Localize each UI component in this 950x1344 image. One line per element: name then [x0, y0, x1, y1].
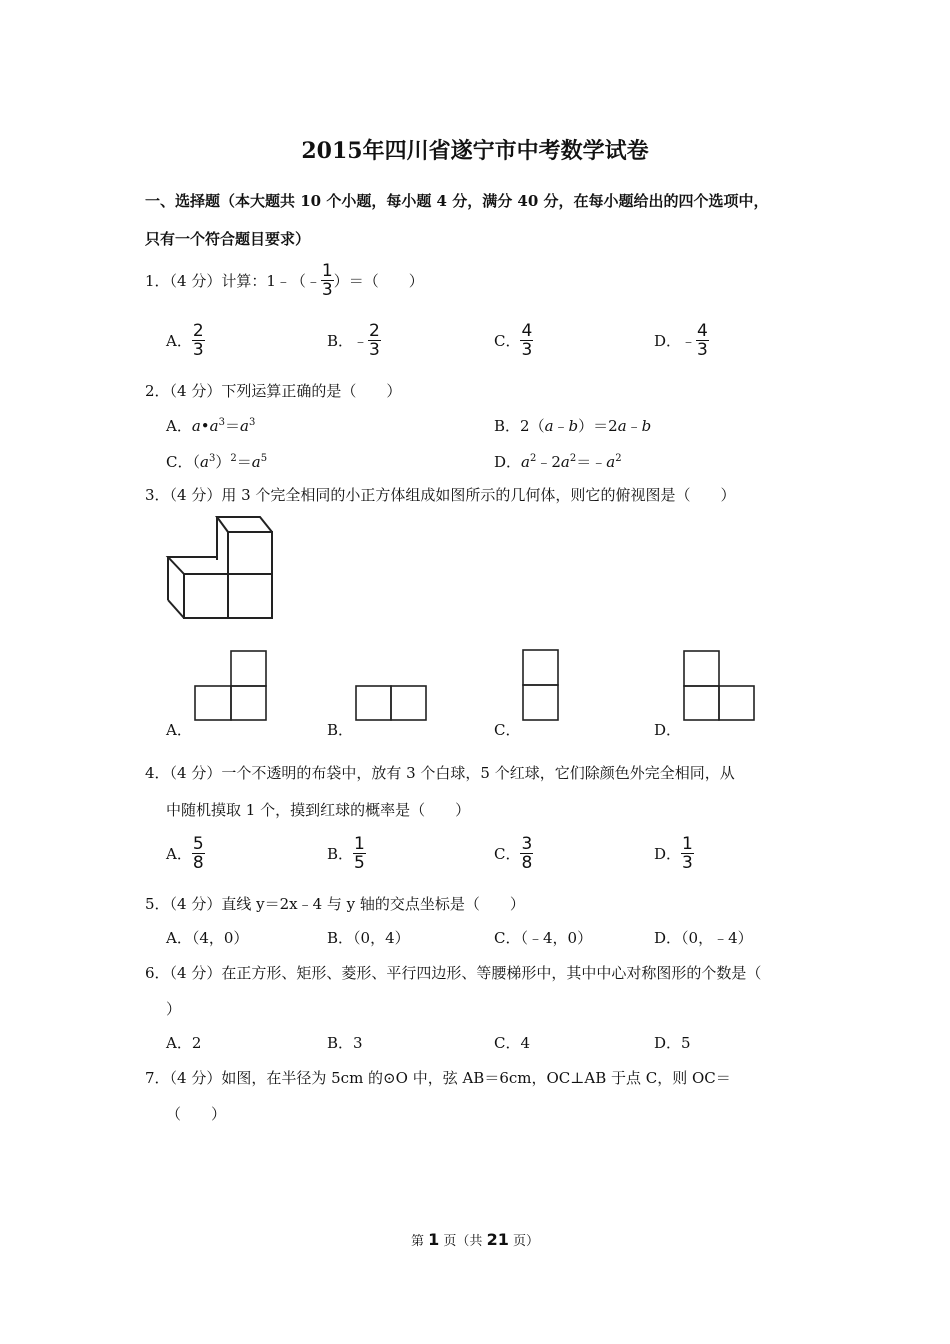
question-3: 3．（4 分）用 3 个完全相同的小正方体组成如图所示的几何体，则它的俯视图是（ ） [145, 486, 736, 504]
page-number: 1 [428, 1230, 440, 1249]
question-7-line1: 7．（4 分）如图，在半径为 5cm 的⊙O 中，弦 AB＝6cm，OC⊥AB 于点 C，则 OC＝ [145, 1069, 731, 1087]
q3-option-b-figure [355, 685, 429, 723]
q3-option-d-figure [683, 650, 757, 722]
q4-option-a: A． $\frac{5}{8}$ [166, 834, 204, 873]
page-total: 21 [486, 1230, 509, 1249]
q5-option-b: B．（0，4） [327, 929, 410, 947]
q3-option-b-label: B． [327, 721, 354, 739]
q2-option-a: A．$a•a^3=a^3$ [166, 417, 256, 435]
q5-option-a: A．（4，0） [166, 929, 249, 947]
q6-option-b: B．3 [327, 1034, 363, 1052]
q6-option-d: D．5 [654, 1034, 691, 1052]
q3-option-c-label: C． [494, 721, 521, 739]
q3-option-c-figure [522, 649, 560, 723]
q6-option-a: A．2 [166, 1034, 202, 1052]
q4-option-d: D． $\frac{1}{3}$ [654, 834, 693, 873]
section-heading-line1: 一、选择题（本大题共 10 个小题，每小题 4 分，满分 40 分，在每小题给出的四个选项中， [145, 192, 769, 210]
page-footer: 第 1 页（共 21 页） [411, 1230, 539, 1249]
q1-prefix: 1．（4 分）计算：1﹣（﹣ [145, 272, 321, 290]
q2-option-d: D．$a^2﹣2a^2=﹣a^2$ [494, 453, 622, 471]
q3-option-a-label: A． [166, 721, 192, 739]
question-1 [145, 262, 424, 299]
q3-option-a-figure [194, 650, 268, 722]
q4-option-c: C． $\frac{3}{8}$ [494, 834, 533, 873]
question-6-line2: ） [166, 1000, 182, 1018]
section-heading-line2: 只有一个符合题目要求） [145, 230, 311, 248]
question-7-line2: （ ） [166, 1105, 227, 1123]
paper-title: 2015年四川省遂宁市中考数学试卷 [301, 138, 649, 164]
q2-option-b: B．2（a﹣b）＝2a﹣b [494, 417, 652, 435]
q5-option-c: C．（﹣4，0） [494, 929, 593, 947]
q3-option-d-label: D． [654, 721, 682, 739]
question-4-line2: 中随机摸取 1 个，摸到红球的概率是（ ） [166, 801, 471, 819]
q5-option-d: D．（0，﹣4） [654, 929, 753, 947]
q1-option-b: B．﹣ $\frac{2}{3}$ [327, 321, 380, 360]
question-6-line1: 6．（4 分）在正方形、矩形、菱形、平行四边形、等腰梯形中，其中中心对称图形的个数是（ [145, 964, 762, 982]
cube-solid-figure [160, 512, 280, 622]
q1-option-a: A． $\frac{2}{3}$ [166, 321, 204, 360]
question-5: 5．（4 分）直线 y＝2x﹣4 与 y 轴的交点坐标是（ ） [145, 895, 525, 913]
q1-option-d: D．﹣ $\frac{4}{3}$ [654, 321, 708, 360]
question-4-line1: 4．（4 分）一个不透明的布袋中，放有 3 个白球，5 个红球，它们除颜色外完全相同，从 [145, 764, 735, 782]
q1-fraction: $\frac{1}{3}$ [321, 261, 333, 300]
q4-option-b: B． $\frac{1}{5}$ [327, 834, 365, 873]
q1-option-c: C． $\frac{4}{3}$ [494, 321, 533, 360]
q6-option-c: C．4 [494, 1034, 531, 1052]
question-2: 2．（4 分）下列运算正确的是（ ） [145, 382, 402, 400]
q2-option-c: C．$(a^3)^2=a^5$ [166, 453, 268, 471]
q1-suffix: ）＝（ ） [333, 272, 424, 290]
